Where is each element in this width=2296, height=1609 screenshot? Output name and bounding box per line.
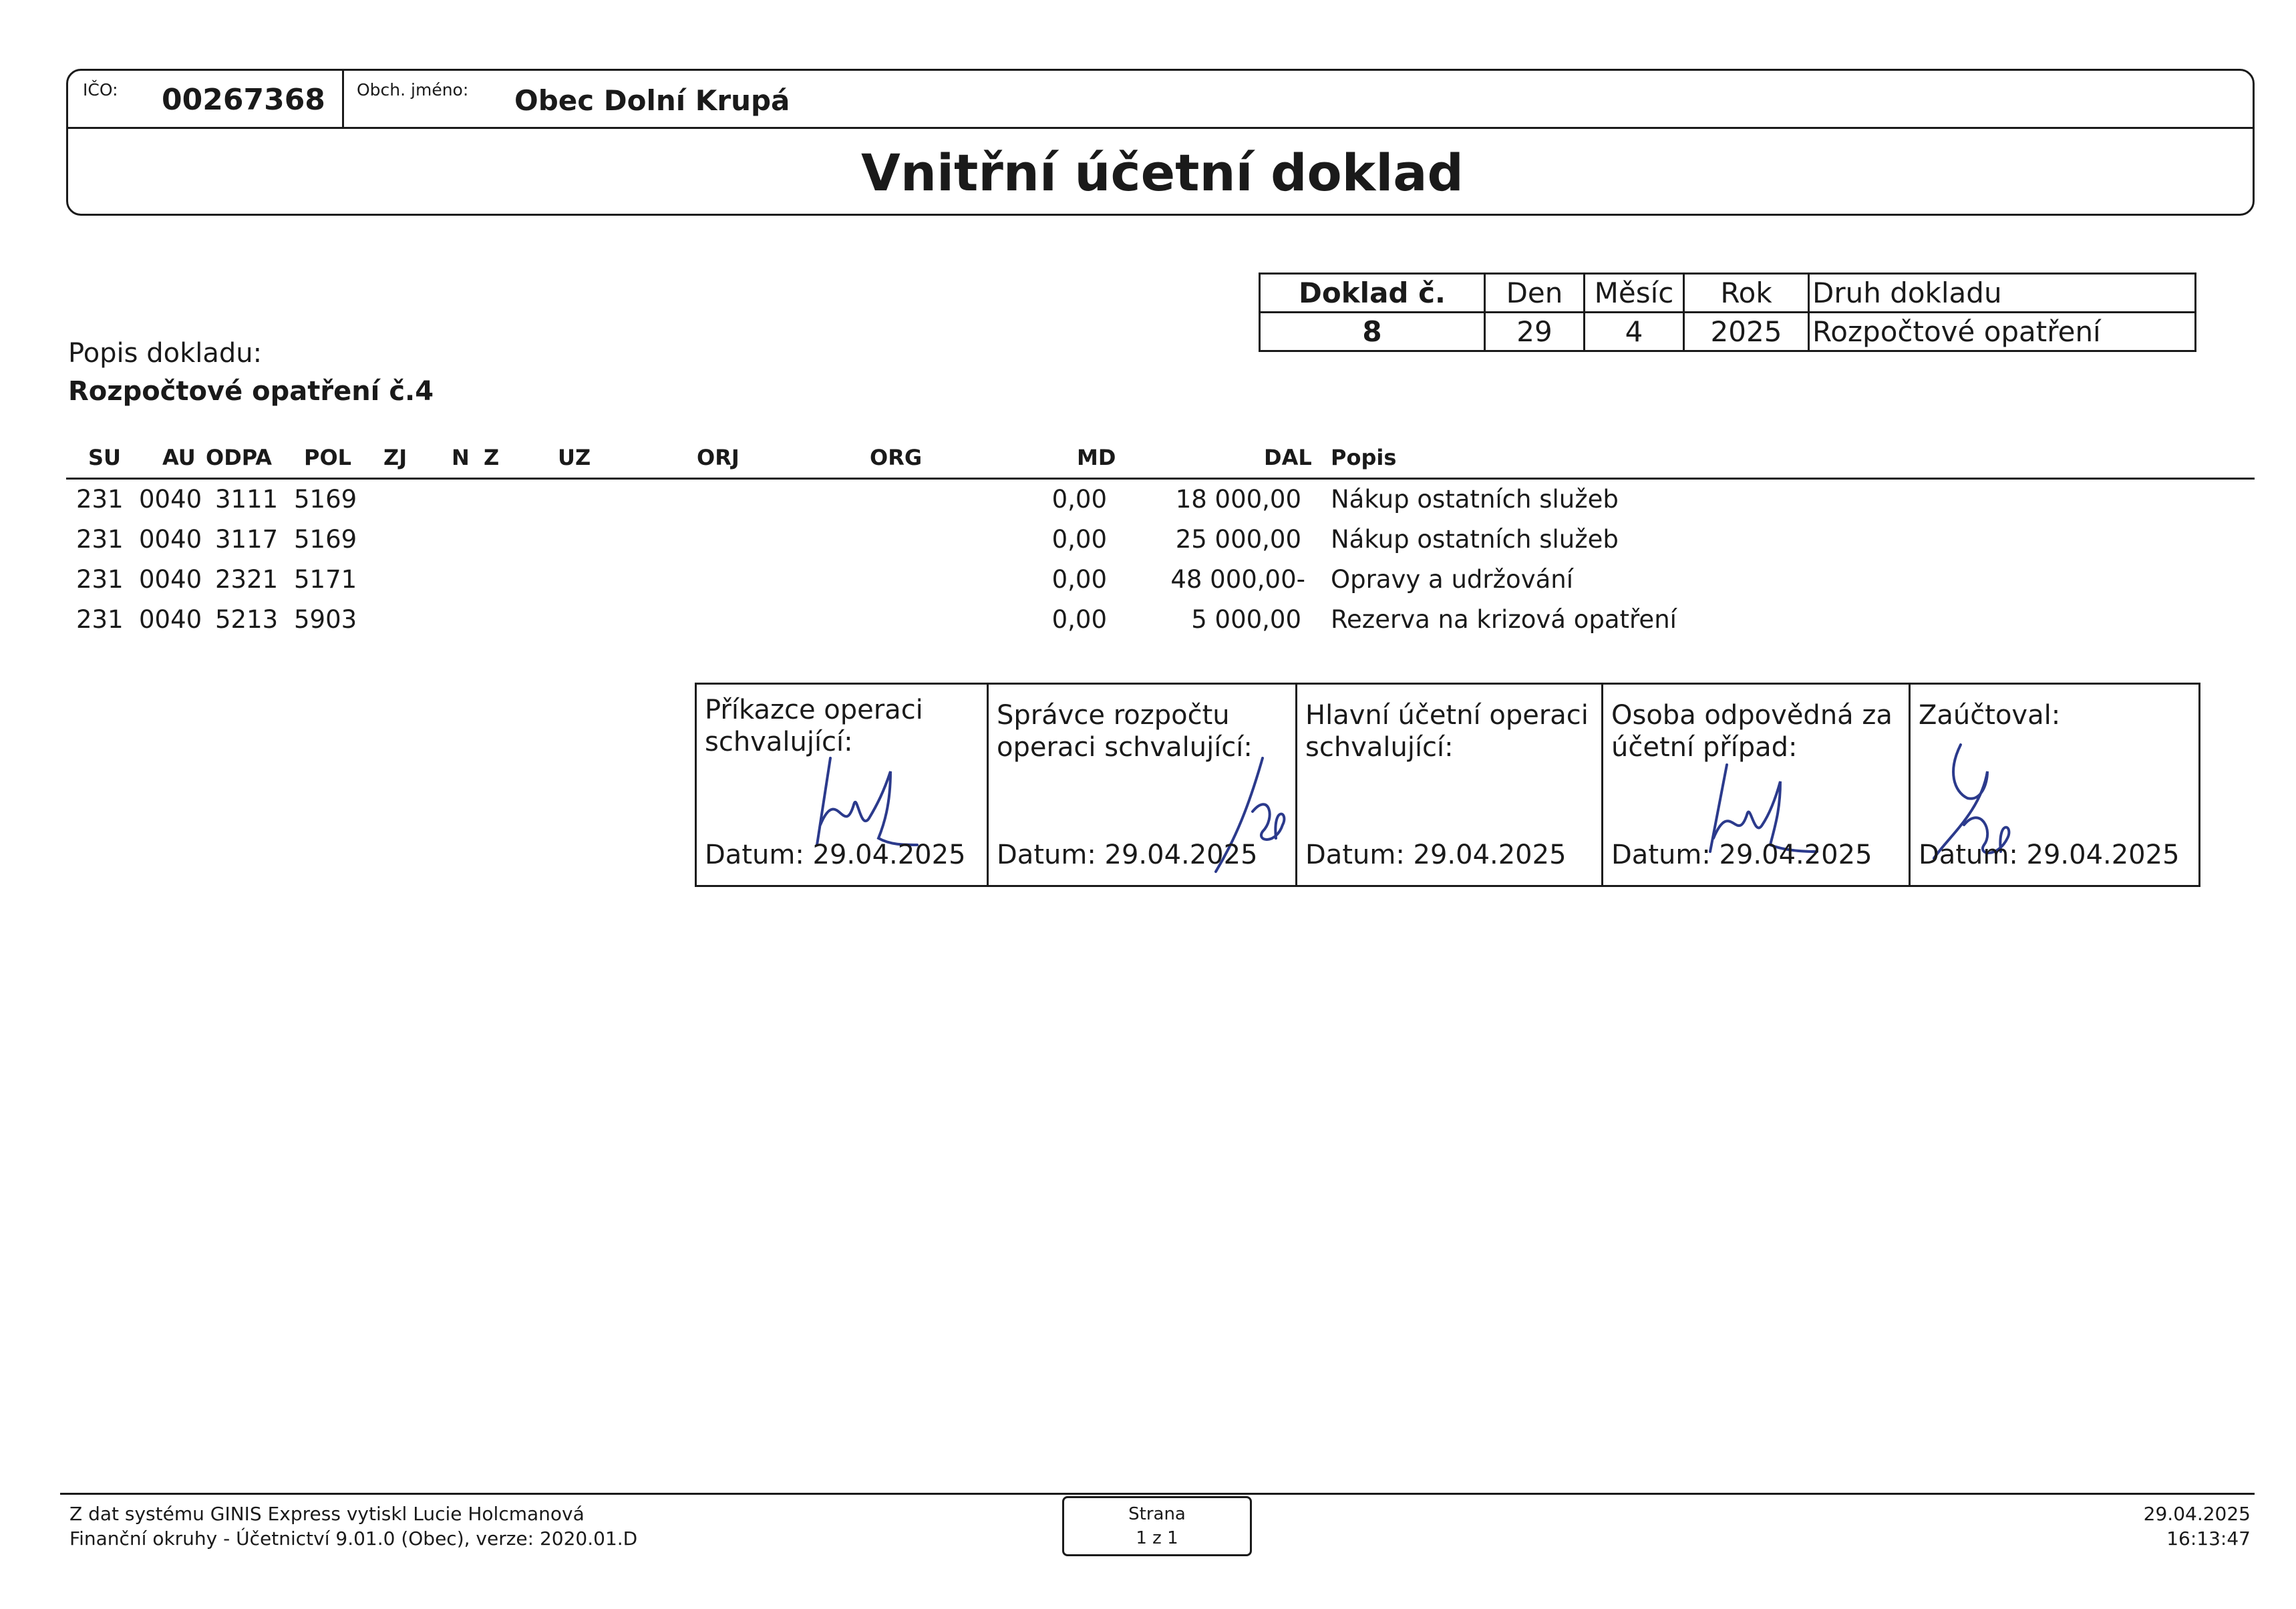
footer-time: 16:13:47 <box>2166 1528 2251 1550</box>
year-header: Rok <box>1684 274 1809 313</box>
row-au: 0040 <box>139 565 202 594</box>
doc-number-value: 8 <box>1260 313 1485 351</box>
signature-cell-prikazce <box>697 685 989 885</box>
doc-type-header: Druh dokladu <box>1809 274 2196 313</box>
footer-software-version: Finanční okruhy - Účetnictví 9.01.0 (Obec), verze: 2020.01.D <box>69 1528 638 1550</box>
column-header-uz: UZ <box>558 445 591 470</box>
signature-date: Datum: 29.04.2025 <box>705 840 966 870</box>
row-dal: 25 000,00 <box>1175 525 1301 554</box>
signature-title-line1: Hlavní účetní operaci <box>1305 700 1589 731</box>
column-header-md: MD <box>1077 445 1116 470</box>
signature-title-line2: schvalující: <box>705 727 853 757</box>
row-popis: Nákup ostatních služeb <box>1331 525 1619 554</box>
signature-title-line1: Zaúčtoval: <box>1919 700 2061 731</box>
table-header-rule <box>66 478 2255 480</box>
document-info-header-row <box>1260 274 2196 313</box>
signature-title-line2: účetní případ: <box>1611 732 1798 763</box>
signature-date: Datum: 29.04.2025 <box>1305 840 1567 870</box>
footer-rule <box>60 1493 2255 1495</box>
signature-date: Datum: 29.04.2025 <box>997 840 1258 870</box>
footer-printed-by: Z dat systému GINIS Express vytiskl Lucie Holcmanová <box>69 1503 585 1525</box>
signature-cell-hlavni-ucetni <box>1297 685 1603 885</box>
month-value: 4 <box>1585 313 1684 351</box>
description-label: Popis dokladu: <box>68 338 263 369</box>
day-value: 29 <box>1485 313 1585 351</box>
table-row <box>0 485 2296 525</box>
doc-number-header: Doklad č. <box>1260 274 1485 313</box>
row-dal: 18 000,00 <box>1175 485 1301 514</box>
row-au: 0040 <box>139 525 202 554</box>
signature-title-line1: Osoba odpovědná za <box>1611 700 1893 731</box>
row-su: 231 <box>76 525 124 554</box>
row-au: 0040 <box>139 485 202 514</box>
signature-date: Datum: 29.04.2025 <box>1919 840 2180 870</box>
row-pol: 5169 <box>294 525 357 554</box>
column-header-dal: DAL <box>1264 445 1312 470</box>
row-dal: 48 000,00- <box>1170 565 1305 594</box>
column-header-pol: POL <box>304 445 352 470</box>
column-header-n: N <box>452 445 470 470</box>
header-horizontal-divider <box>68 127 2253 129</box>
page-indicator <box>1062 1496 1252 1556</box>
signature-title <box>1919 699 2060 731</box>
ico-value: 00267368 <box>162 83 325 117</box>
column-header-org: ORG <box>870 445 923 470</box>
description-value: Rozpočtové opatření č.4 <box>68 376 434 407</box>
document-info-value-row <box>1260 313 2196 351</box>
doc-type-value: Rozpočtové opatření <box>1809 313 2196 351</box>
signature-title-line2: operaci schvalující: <box>997 732 1253 763</box>
column-header-su: SU <box>88 445 122 470</box>
column-header-au: AU <box>162 445 196 470</box>
row-popis: Opravy a udržování <box>1331 565 1573 594</box>
row-odpa: 3117 <box>215 525 279 554</box>
row-md: 0,00 <box>1051 485 1107 514</box>
page-value: 1 z 1 <box>1136 1528 1178 1548</box>
row-pol: 5169 <box>294 485 357 514</box>
column-header-z: Z <box>484 445 500 470</box>
column-header-zj: ZJ <box>383 445 407 470</box>
table-row <box>0 565 2296 605</box>
row-popis: Nákup ostatních služeb <box>1331 485 1619 514</box>
ico-label: IČO: <box>83 80 118 100</box>
column-header-orj: ORJ <box>697 445 740 470</box>
row-md: 0,00 <box>1051 605 1107 634</box>
page-label: Strana <box>1128 1504 1186 1524</box>
row-odpa: 5213 <box>215 605 279 634</box>
column-header-odpa: ODPA <box>206 445 273 470</box>
row-au: 0040 <box>139 605 202 634</box>
row-md: 0,00 <box>1051 565 1107 594</box>
month-header: Měsíc <box>1585 274 1684 313</box>
company-name-value: Obec Dolní Krupá <box>514 84 790 117</box>
signature-title <box>1305 699 1589 763</box>
row-su: 231 <box>76 605 124 634</box>
row-su: 231 <box>76 565 124 594</box>
row-popis: Rezerva na krizová opatření <box>1331 605 1677 634</box>
row-odpa: 2321 <box>215 565 279 594</box>
row-pol: 5903 <box>294 605 357 634</box>
row-odpa: 3111 <box>215 485 279 514</box>
row-md: 0,00 <box>1051 525 1107 554</box>
row-pol: 5171 <box>294 565 357 594</box>
header-vertical-divider <box>342 71 344 127</box>
signature-cell-zauctoval <box>1911 685 2198 885</box>
column-header-popis: Popis <box>1331 445 1397 470</box>
signature-title-line1: Příkazce operaci <box>705 695 923 725</box>
table-row <box>0 525 2296 565</box>
signature-date: Datum: 29.04.2025 <box>1611 840 1872 870</box>
document-title: Vnitřní účetní doklad <box>861 143 1464 202</box>
document-header <box>66 69 2255 216</box>
signature-title-line1: Správce rozpočtu <box>997 700 1230 731</box>
year-value: 2025 <box>1684 313 1809 351</box>
signature-cell-spravce <box>989 685 1297 885</box>
table-row <box>0 605 2296 645</box>
document-info-table <box>1259 273 2196 352</box>
signature-cell-osoba-odpovedna <box>1603 685 1911 885</box>
row-su: 231 <box>76 485 124 514</box>
footer-date: 29.04.2025 <box>2143 1503 2251 1525</box>
day-header: Den <box>1485 274 1585 313</box>
signature-title-line2: schvalující: <box>1305 732 1454 763</box>
signature-table <box>695 683 2200 887</box>
company-name-label: Obch. jméno: <box>357 80 469 100</box>
row-dal: 5 000,00 <box>1191 605 1301 634</box>
